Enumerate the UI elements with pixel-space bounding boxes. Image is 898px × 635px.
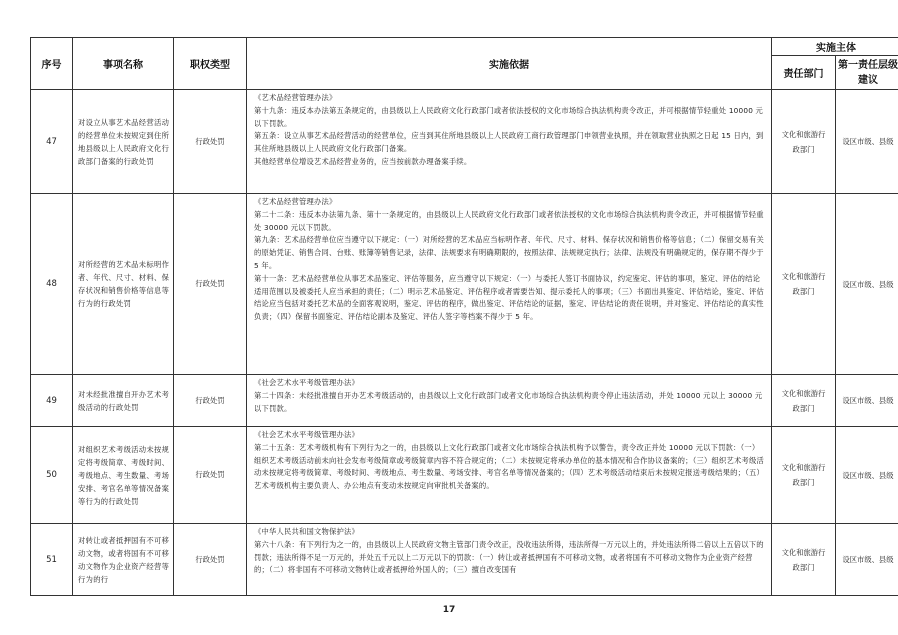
responsible-dept: 文化和旅游行政部门 xyxy=(772,90,836,194)
table-row xyxy=(31,194,898,375)
table-row xyxy=(31,90,898,194)
legal-basis xyxy=(247,90,772,194)
row-number: 47 xyxy=(31,90,73,194)
table-row xyxy=(31,524,898,596)
legal-basis xyxy=(247,194,772,375)
basis-line: 《艺术品经营管理办法》 xyxy=(254,93,337,102)
responsible-dept: 文化和旅游行政部门 xyxy=(772,524,836,596)
responsibility-level: 设区市级、县级 xyxy=(836,524,898,596)
basis-line: 第二十二条：违反本办法第九条、第十一条规定的，由县级以上人民政府文化行政部门或者依法授权的文化市场综合执法机构责令改正，并可根据情节轻重处 30000 元以下罚款。 xyxy=(254,209,764,232)
item-name: 对所经营的艺术品未标明作者、年代、尺寸、材料、保存状况和销售价格等信息等行为的行政处罚 xyxy=(73,194,174,375)
item-name: 对设立从事艺术品经营活动的经营单位未按规定到住所地县级以上人民政府文化行政部门备案的行政处罚 xyxy=(73,90,174,194)
basis-line: 《中华人民共和国文物保护法》 xyxy=(254,527,359,536)
row-number: 48 xyxy=(31,194,73,375)
item-name: 对组织艺术考级活动未按规定将考级简章、考级时间、考级地点、考生数量、考场安排、考官名单等情况备案等行为的行政处罚 xyxy=(73,427,174,524)
authority-type: 行政处罚 xyxy=(174,90,247,194)
row-number: 51 xyxy=(31,524,73,596)
authority-type: 行政处罚 xyxy=(174,194,247,375)
basis-line: 第九条：艺术品经营单位应当遵守以下规定：（一）对所经营的艺术品应当标明作者、年代、尺寸、材料、保存状况和销售价格等信息；（二）保留交易有关的原始凭证、销售合同、台账、账簿等销售记录，法律、法规要求有明确期限的，按照法律、法规规定执行；法律、法规没有明确规定的，保存期不得少于 5 年。 xyxy=(254,235,764,270)
basis-line: 第十一条：艺术品经营单位从事艺术品鉴定、评估等服务，应当遵守以下规定：（一）与委托人签订书面协议，约定鉴定、评估的事项，鉴定、评估的结论适用范围以及被委托人应当承担的责任；（二）明示艺术品鉴定、评估程序或者需要告知、提示委托人的事项；（三）书面出具鉴定、评估结论，鉴定、评估结论应当包括对委托艺术品的全面客观说明，鉴定、评估的程序，做出鉴定、评估结论的证据，鉴定、评估结论的责任说明，并对鉴定、评估结论的真实性负责；（四）保留书面鉴定、评估结论副本及鉴定、评估人签字等档案不得少于 5 年。 xyxy=(254,273,764,322)
legal-basis xyxy=(247,375,772,427)
legal-basis xyxy=(247,427,772,524)
basis-line: 第二十五条：艺术考级机构有下列行为之一的，由县级以上文化行政部门或者文化市场综合执法机构予以警告，责令改正并处 10000 元以下罚款：（一）组织艺术考级活动前未向社会发布考级简章或考级简章内容不符合规定的；（二）未按规定将承办单位的基本情况和合作协议备案的；（三）组织艺术考级活动未按规定将考级简章、考级时间、考级地点、考生数量、考场安排、考官名单等情况备案的；（四）艺术考级活动结束后未按规定报送考级结果的；（五）艺术考级机构主要负责人、办公地点有变动未按规定向审批机关备案的。 xyxy=(254,442,764,491)
basis-line: 第二十四条：未经批准擅自开办艺术考级活动的，由县级以上文化行政部门或者文化市场综合执法机构责令停止违法活动，并处 10000 元以上 30000 元以下罚款。 xyxy=(254,390,763,413)
basis-line: 其他经营单位增设艺术品经营业务的，应当按前款办理备案手续。 xyxy=(254,156,472,166)
table-row xyxy=(31,375,898,427)
basis-line: 第十九条：违反本办法第五条规定的，由县级以上人民政府文化行政部门或者依法授权的文化市场综合执法机构责令改正，并可根据情节轻重处 10000 元以下罚款。 xyxy=(254,105,764,128)
header-name: 事项名称 xyxy=(73,38,174,90)
row-number: 50 xyxy=(31,427,73,524)
header-dept: 责任部门 xyxy=(772,56,836,90)
item-name: 对未经批准擅自开办艺术考级活动的行政处罚 xyxy=(73,375,174,427)
page-number: 17 xyxy=(442,605,456,615)
legal-basis xyxy=(247,524,772,596)
header-row-top xyxy=(31,38,898,56)
authority-type: 行政处罚 xyxy=(174,524,247,596)
table-row xyxy=(31,427,898,524)
responsibility-level: 设区市级、县级 xyxy=(836,375,898,427)
responsible-dept: 文化和旅游行政部门 xyxy=(772,427,836,524)
header-basis: 实施依据 xyxy=(247,38,772,90)
basis-line: 《艺术品经营管理办法》 xyxy=(254,197,337,206)
item-name: 对转让或者抵押国有不可移动文物，或者将国有不可移动文物作为企业资产经营等行为的行 xyxy=(73,524,174,596)
row-number: 49 xyxy=(31,375,73,427)
basis-line: 《社会艺术水平考级管理办法》 xyxy=(254,430,359,439)
enforcement-table xyxy=(30,37,898,596)
responsibility-level: 设区市级、县级 xyxy=(836,427,898,524)
basis-line: 《社会艺术水平考级管理办法》 xyxy=(254,378,359,387)
responsible-dept: 文化和旅游行政部门 xyxy=(772,375,836,427)
responsible-dept: 文化和旅游行政部门 xyxy=(772,194,836,375)
authority-type: 行政处罚 xyxy=(174,427,247,524)
header-seq: 序号 xyxy=(31,38,73,90)
basis-line: 第五条：设立从事艺术品经营活动的经营单位，应当到其住所地县级以上人民政府工商行政管理部门申领营业执照，并在领取营业执照之日起 15 日内，到其住所地县级以上人民政府文化行政部门备案。 xyxy=(254,131,764,154)
header-type: 职权类型 xyxy=(174,38,247,90)
authority-type: 行政处罚 xyxy=(174,375,247,427)
responsibility-level: 设区市级、县级 xyxy=(836,90,898,194)
header-level: 第一责任层级建议 xyxy=(836,56,898,90)
header-subject: 实施主体 xyxy=(772,38,898,56)
basis-line: 第六十八条：有下列行为之一的，由县级以上人民政府文物主管部门责令改正，没收违法所得，违法所得一万元以上的，并处违法所得二倍以上五倍以下的罚款；违法所得不足一万元的，并处五千元以上二万元以下的罚款：（一）转让或者抵押国有不可移动文物，或者将国有不可移动文物作为企业资产经营的；（二）将非国有不可移动文物转让或者抵押给外国人的；（三）擅自改变国有 xyxy=(254,539,764,575)
responsibility-level: 设区市级、县级 xyxy=(836,194,898,375)
